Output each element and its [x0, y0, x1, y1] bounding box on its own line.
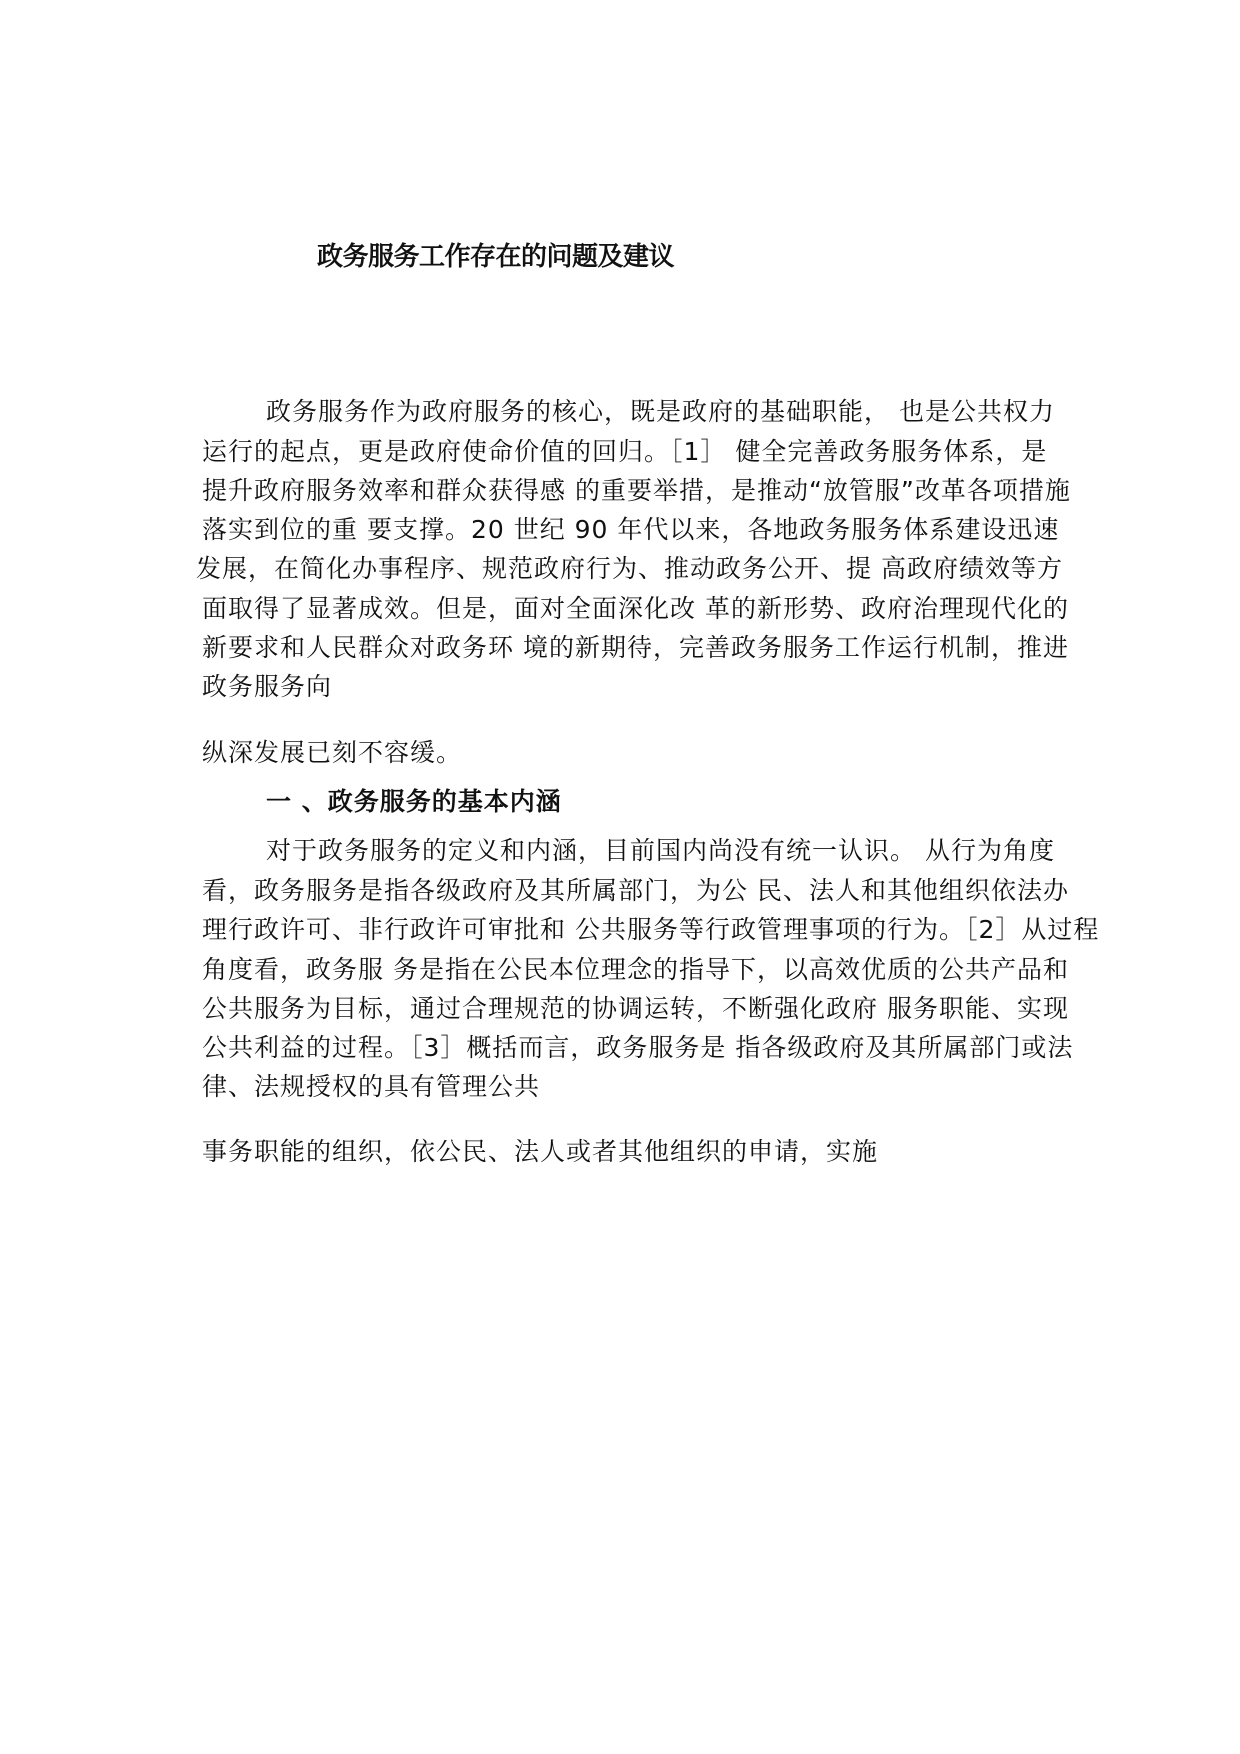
paragraph-line: 理行政许可、非行政许可审批和 公共服务等行政管理事项的行为。［2］从过程: [202, 915, 1100, 944]
paragraph-line: 角度看，政务服 务是指在公民本位理念的指导下，以高效优质的公共产品和: [202, 955, 1069, 984]
paragraph-line: 看，政务服务是指各级政府及其所属部门，为公 民、法人和其他组织依法办: [202, 876, 1069, 905]
paragraph-line: 面取得了显著成效。但是，面对全面深化改 革的新形势、政府治理现代化的: [202, 594, 1069, 623]
paragraph-line: 政务服务向: [202, 672, 333, 701]
paragraph-line: 新要求和人民群众对政务环 境的新期待，完善政务服务工作运行机制，推进: [202, 633, 1069, 662]
paragraph-continuation: 事务职能的组织，依公民、法人或者其他组织的申请，实施: [202, 1137, 879, 1166]
paragraph-line: 律、法规授权的具有管理公共: [202, 1072, 541, 1101]
paragraph-line: 提升政府服务效率和群众获得感 的重要举措，是推动“放管服”改革各项措施: [202, 476, 1071, 505]
section-heading: 一 、政务服务的基本内涵: [266, 787, 562, 816]
paragraph-line: 公共利益的过程。［3］概括而言，政务服务是 指各级政府及其所属部门或法: [202, 1033, 1074, 1062]
paragraph-line: 公共服务为目标，通过合理规范的协调运转，不断强化政府 服务职能、实现: [202, 994, 1069, 1023]
paragraph-line: 对于政务服务的定义和内涵，目前国内尚没有统一认识。 从行为角度: [266, 836, 1055, 865]
paragraph-line: 运行的起点，更是政府使命价值的回归。［1］ 健全完善政务服务体系，是: [202, 437, 1048, 466]
paragraph-line: 政务服务作为政府服务的核心，既是政府的基础职能， 也是公共权力: [266, 397, 1055, 426]
paragraph-line: 发展，在简化办事程序、规范政府行为、推动政务公开、提 高政府绩效等方: [196, 554, 1063, 583]
paragraph-continuation: 纵深发展已刻不容缓。: [202, 738, 463, 767]
paragraph-line: 落实到位的重 要支撑。20 世纪 90 年代以来，各地政务服务体系建设迅速: [202, 515, 1060, 544]
document-title: 政务服务工作存在的问题及建议: [317, 242, 675, 272]
